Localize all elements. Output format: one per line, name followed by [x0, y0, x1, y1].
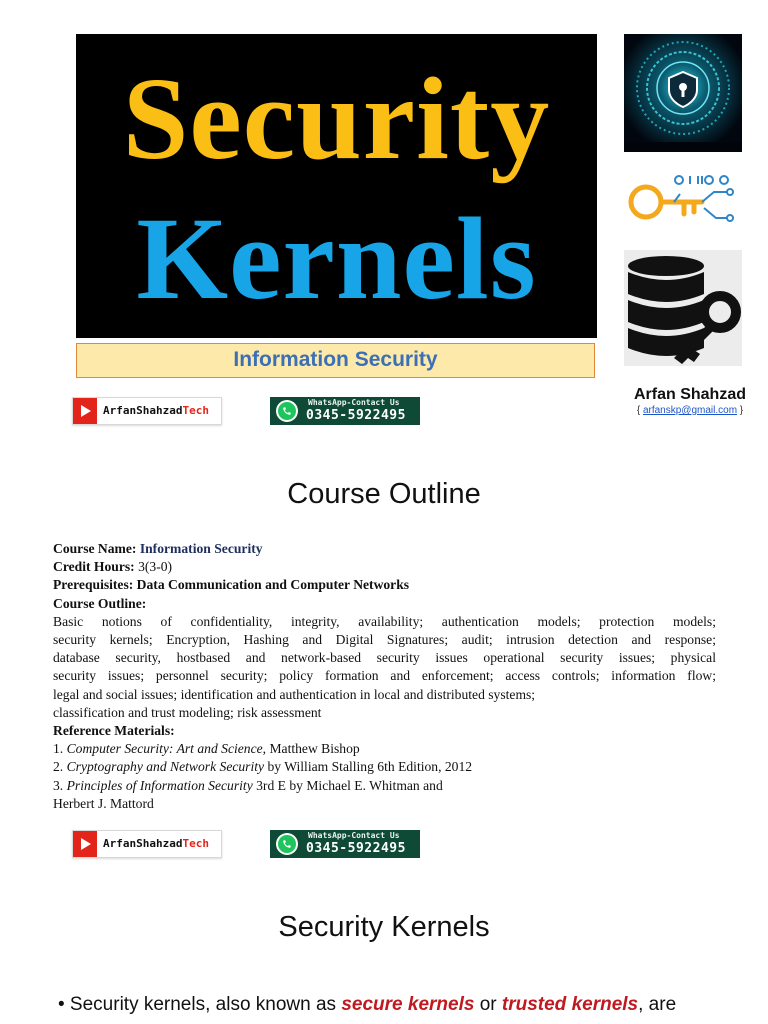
- whatsapp-number: 0345-5922495: [306, 408, 406, 423]
- subtitle-box: Information Security: [76, 343, 595, 378]
- banner-word-security: Security: [122, 53, 551, 184]
- email-brace-close: }: [737, 405, 744, 416]
- credit-hours-row: Credit Hours: 3(3-0): [53, 559, 173, 575]
- youtube-channel-badge[interactable]: [72, 397, 222, 425]
- whatsapp-contact-badge[interactable]: [270, 830, 420, 858]
- term-secure-kernels: secure kernels: [341, 994, 475, 1015]
- outline-line: security kernels; Encryption, Hashing and Digital Signatures; audit; intrusion detection and response;: [53, 632, 716, 647]
- whatsapp-contact-badge[interactable]: [270, 397, 420, 425]
- author-name: Arfan Shahzad: [633, 386, 746, 403]
- course-name-row: Course Name: Information Security: [53, 541, 263, 556]
- reference-item-continuation: Herbert J. Mattord: [53, 795, 154, 811]
- bullet-point: • Security kernels, also known as secure kernels or trusted kernels, are: [58, 994, 677, 1015]
- reference-item: 2. Cryptography and Network Security by William Stalling 6th Edition, 2012: [53, 759, 473, 775]
- outline-line: database security, hostbased and network-based security issues operational security issues; physical: [53, 650, 716, 666]
- reference-item: 3. Principles of Information Security 3rd E by Michael E. Whitman and: [53, 777, 443, 793]
- whatsapp-number: 0345-5922495: [306, 841, 406, 856]
- youtube-channel-name: ArfanShahzadTech: [103, 404, 209, 417]
- banner-word-kernels: Kernels: [136, 193, 537, 324]
- youtube-channel-name: ArfanShahzadTech: [103, 837, 209, 850]
- shield-lock-tunnel-icon: [624, 34, 742, 152]
- bullet-marker: •: [58, 994, 65, 1015]
- whatsapp-label: WhatsApp-Contact Us: [308, 831, 400, 840]
- author-email-line: [616, 405, 764, 416]
- digital-key-icon: [624, 162, 742, 240]
- youtube-channel-badge[interactable]: [72, 830, 222, 858]
- whatsapp-icon: [276, 400, 298, 422]
- outline-line: classification and trust modeling; risk assessment: [53, 704, 322, 720]
- reference-label: Reference Materials:: [53, 722, 175, 738]
- title-banner: [76, 34, 597, 338]
- security-kernels-heading: Security Kernels: [278, 911, 490, 943]
- reference-item: 1. Computer Security: Art and Science, Matthew Bishop: [53, 741, 360, 757]
- prerequisites-row: Prerequisites: Data Communication and Computer Networks: [53, 577, 410, 593]
- course-outline-document: [53, 540, 716, 813]
- term-trusted-kernels: trusted kernels: [501, 994, 639, 1015]
- play-icon: [73, 831, 97, 857]
- outline-line: Basic notions of confidentiality, integrity, availability; authentication models; protection models;: [53, 613, 716, 629]
- play-icon: [73, 398, 97, 424]
- database-key-icon: [624, 250, 742, 366]
- whatsapp-icon: [276, 833, 298, 855]
- outline-line: security issues; personnel security; policy formation and enforcement; access controls; information flow;: [53, 668, 716, 684]
- email-brace-open: {: [636, 405, 643, 416]
- outline-line: legal and social issues; identification and authentication in local and distributed systems;: [53, 686, 536, 702]
- course-outline-heading: Course Outline: [287, 478, 481, 510]
- whatsapp-label: WhatsApp-Contact Us: [308, 398, 400, 407]
- author-email-link[interactable]: arfanskp@gmail.com: [642, 405, 738, 416]
- outline-label: Course Outline:: [53, 595, 147, 611]
